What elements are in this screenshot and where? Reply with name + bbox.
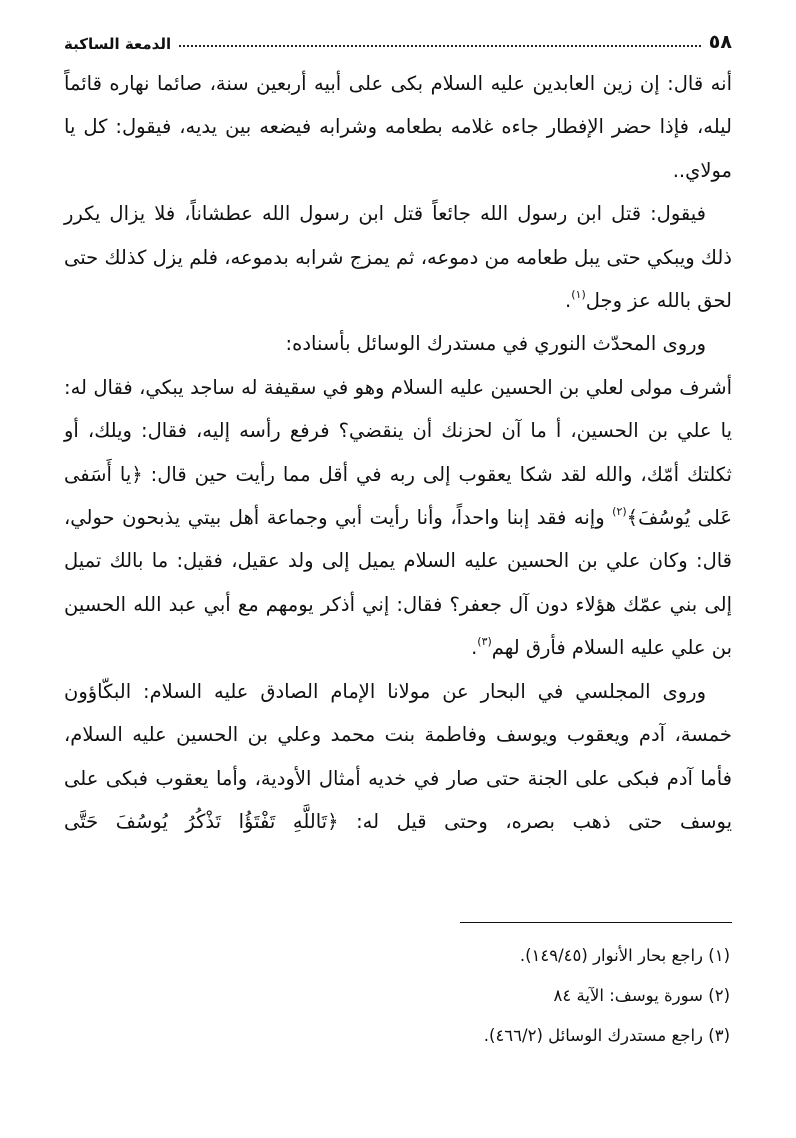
paragraph-2-end: . bbox=[565, 289, 572, 313]
footnote-ref-3[interactable]: (٣) bbox=[477, 635, 492, 649]
paragraph-3: وروى المحدّث النوري في مستدرك الوسائل بأسناده: bbox=[285, 332, 706, 356]
book-title: الدمعة الساكبة bbox=[64, 35, 172, 53]
paragraph-5: وروى المجلسي في البحار عن مولانا الإمام الصادق عليه السلام: البكّاؤون خمسة، آدم ويعقوب ويوسف وفاطمة بنت محمد وعلي بن الحسين عليه السلام، فأما آدم فبكى على الجنة حتى صار في خديه أمثال الأودية، وأما يعقوب فبكى على يوسف حتى ذهب بصره، وحتى قيل له: ﴿تَاللَّهِ تَفْتَؤُا تَذْكُرُ يُوسُفَ حَتَّى bbox=[64, 679, 732, 833]
paragraph-1: أنه قال: إن زين العابدين عليه السلام بكى على أبيه أربعين سنة، صائما نهاره قائماً ليله، فإذا حضر الإفطار جاءه غلامه بطعامه وشرابه فيضعه بين يديه، فيقول: كل يا مولاي.. bbox=[64, 72, 732, 182]
footnote-separator bbox=[460, 922, 732, 923]
footnotes bbox=[64, 936, 732, 1056]
paragraph-4 bbox=[64, 366, 732, 670]
main-text bbox=[64, 62, 732, 843]
header-dotted-leader bbox=[179, 45, 701, 47]
footnote-3: (٣) راجع مستدرك الوسائل (٤٦٦/٢). bbox=[483, 1026, 730, 1045]
footnote-2: (٢) سورة يوسف: الآية ٨٤ bbox=[553, 986, 730, 1005]
paragraph-2-text: فيقول: قتل ابن رسول الله جائعاً قتل ابن رسول الله عطشاناً، فلا يزال يكرر ذلك ويبكي حتى يبل طعامه من دموعه، ثم يمزج شرابه بدموعه، فلم يزل كذلك حتى لحق بالله عز وجل bbox=[64, 202, 732, 313]
footnote-ref-2[interactable]: (٢) bbox=[612, 505, 627, 519]
paragraph-4-part-b: وإنه فقد إبنا واحداً، وأنا رأيت أبي وجماعة أهل بيتي يذبحون حولي، قال: وكان علي بن الحسين عليه السلام يميل إلى ولد عقيل، فقيل: ما بالك تميل إلى بني عمّك هؤلاء دون آل جعفر؟ فقال: إني أذكر يومهم مع أبي عبد الله الحسين بن علي عليه السلام فأرق لهم bbox=[64, 506, 732, 660]
footnote-1: (١) راجع بحار الأنوار (١٤٩/٤٥). bbox=[519, 946, 730, 965]
footnote-ref-1[interactable]: (١) bbox=[571, 288, 586, 302]
page-number: ٥٨ bbox=[708, 31, 732, 53]
paragraph-2 bbox=[64, 192, 732, 322]
paragraph-4-end: . bbox=[471, 636, 478, 660]
paragraph-4-part-a: أشرف مولى لعلي بن الحسين عليه السلام وهو في سقيفة له ساجد يبكي، فقال له: يا علي بن الحسين، أ ما آن لحزنك أن ينقضي؟ فرفع رأسه إليه، فقال: ويلك، أو ثكلتك أمّك، والله لقد شكا يعقوب إلى ربه في أقل مما رأيت حين قال: ﴿يا أَسَفى عَلى يُوسُفَ﴾ bbox=[64, 375, 733, 530]
running-header bbox=[64, 26, 732, 52]
